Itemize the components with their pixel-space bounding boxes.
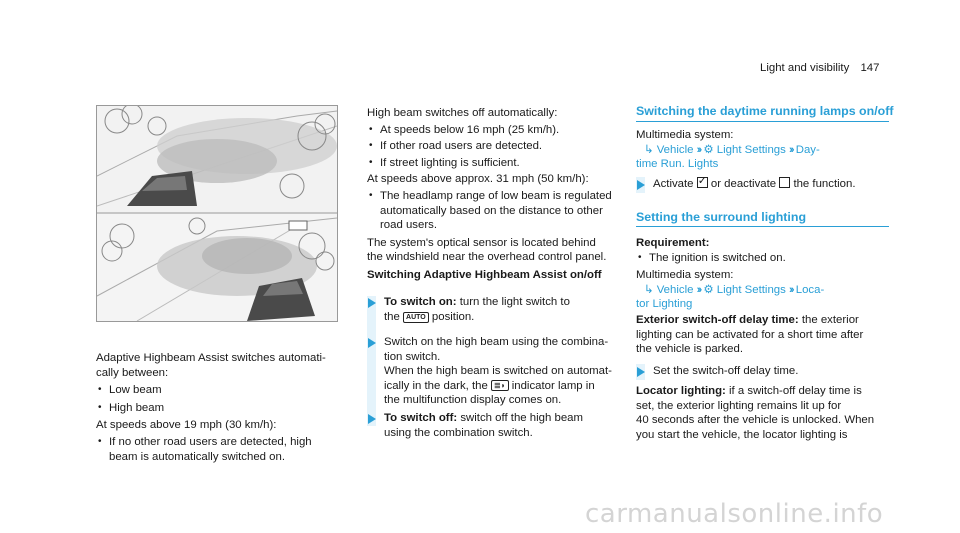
list-item: • The ignition is switched on. <box>636 251 891 266</box>
term-label: Exterior switch-off delay time: <box>636 313 799 326</box>
chevron-double-icon: ›› <box>788 283 793 296</box>
menu-locator-link-cont[interactable]: tor Lighting <box>636 298 693 311</box>
auto-position-icon: AUTO <box>403 312 429 323</box>
step-line: the multifunction display comes on. <box>384 394 562 407</box>
highbeam-illustration <box>96 105 338 322</box>
locator-lighting-text <box>636 384 891 442</box>
step-text: turn the light switch to <box>459 296 570 308</box>
step-text: indicator lamp in <box>511 379 595 392</box>
return-arrow-icon: ↳ <box>644 143 654 156</box>
watermark: carmanualsonline.info <box>585 499 884 529</box>
list-item: • High beam <box>96 401 341 416</box>
caption-line: cally between: <box>96 366 169 379</box>
step-bar <box>367 296 376 426</box>
sensor-line: The system's optical sensor is located behind <box>367 236 596 249</box>
page-number: 147 <box>860 62 880 74</box>
step-text: the function. <box>793 178 856 190</box>
speed-condition: At speeds above 19 mph (30 km/h): <box>96 419 277 432</box>
step-line: Switch on the high beam using the combina- <box>384 336 609 348</box>
step-label: To switch on: <box>384 296 457 308</box>
light-settings-icon: ⚙ <box>703 283 714 296</box>
step-arrow-icon <box>368 298 376 308</box>
step-line: tion switch. <box>384 350 441 363</box>
menu-vehicle-link[interactable]: Vehicle <box>656 143 694 156</box>
menu-light-settings-link[interactable]: Light Settings <box>716 283 786 296</box>
list-item: • If other road users are detected. <box>367 139 625 154</box>
checkbox-unchecked-icon[interactable] <box>779 177 790 188</box>
chevron-double-icon: ›› <box>788 143 793 156</box>
list-item <box>96 435 341 464</box>
menu-daytime-link[interactable]: Day- <box>795 143 820 156</box>
section-title: Light and visibility <box>760 62 850 74</box>
step-text: ically in the dark, the <box>384 379 488 392</box>
step-arrow-icon <box>368 414 376 424</box>
menu-light-settings-link[interactable]: Light Settings <box>716 143 786 156</box>
step-text: or deactivate <box>710 178 777 190</box>
caption-line: Adaptive Highbeam Assist switches automati- <box>96 352 326 364</box>
term-line: set, the exterior lighting remains lit up for <box>636 399 842 412</box>
menu-vehicle-link[interactable]: Vehicle <box>656 283 694 296</box>
list-item-line: beam is automatically switched on. <box>109 450 286 463</box>
step-switch-on <box>384 295 629 324</box>
step-label: To switch off: <box>384 412 458 424</box>
list-item-line: • If no other road users are detected, high <box>109 435 312 448</box>
list-item: • Low beam <box>96 383 341 398</box>
surround-lighting-body <box>636 236 891 357</box>
step-arrow-icon <box>637 180 645 190</box>
column-2 <box>367 106 625 283</box>
list-item: • If street lighting is sufficient. <box>367 156 625 171</box>
section-heading-daytime-lamps: Switching the daytime running lamps on/off <box>636 104 894 118</box>
chevron-double-icon: ›› <box>696 283 701 296</box>
term-label: Locator lighting: <box>636 385 726 397</box>
term-line: you start the vehicle, the locator lighting is <box>636 428 848 441</box>
heading-rule <box>636 121 889 122</box>
term-line: lighting can be activated for a short time after <box>636 328 864 341</box>
traffic-scene-drawing <box>97 106 337 321</box>
term-text: the exterior <box>801 313 859 326</box>
list-item: • At speeds below 16 mph (25 km/h). <box>367 123 625 138</box>
checkbox-checked-icon[interactable] <box>697 177 708 188</box>
delay-step: Set the switch-off delay time. <box>653 365 799 377</box>
caption-block <box>96 351 341 464</box>
intro-text: High beam switches off automatically: <box>367 107 558 119</box>
multimedia-label: Multimedia system: <box>636 129 734 141</box>
list-item-line: automatically based on the distance to other <box>380 204 603 217</box>
term-line: 40 seconds after the vehicle is unlocked. When <box>636 414 875 427</box>
return-arrow-icon: ↳ <box>644 283 654 296</box>
step-arrow-icon <box>637 367 645 377</box>
sensor-text <box>367 236 625 265</box>
daytime-lamps-path <box>636 128 891 172</box>
running-header <box>760 61 879 76</box>
step-switch-high-beam <box>384 335 629 408</box>
menu-locator-link[interactable]: Loca- <box>795 283 825 296</box>
subheading: Switching Adaptive Highbeam Assist on/off <box>367 268 602 281</box>
step-text: the <box>384 310 400 323</box>
multimedia-label: Multimedia system: <box>636 269 734 282</box>
step-text: position. <box>431 310 475 323</box>
step-text: Activate <box>653 178 694 190</box>
sensor-line: the windshield near the overhead control panel. <box>367 251 607 264</box>
section-heading-surround-lighting: Setting the surround lighting <box>636 210 807 224</box>
list-item <box>367 189 625 233</box>
term-text: if a switch-off delay time is <box>729 385 862 397</box>
step-line: using the combination switch. <box>384 426 533 439</box>
daytime-step <box>653 177 856 192</box>
step-arrow-icon <box>368 338 376 348</box>
list-item-line: road users. <box>380 219 437 232</box>
step-text: switch off the high beam <box>460 412 583 424</box>
chevron-double-icon: ›› <box>696 143 701 156</box>
light-settings-icon: ⚙ <box>703 143 714 156</box>
speed-condition: At speeds above approx. 31 mph (50 km/h): <box>367 173 589 186</box>
list-item-line: • The headlamp range of low beam is regulated <box>380 189 612 202</box>
step-line: When the high beam is switched on automat- <box>384 365 612 378</box>
high-beam-indicator-icon: ≣◗ <box>491 380 509 391</box>
requirement-label: Requirement: <box>636 237 710 249</box>
term-line: the vehicle is parked. <box>636 343 744 356</box>
step-switch-off <box>384 411 629 440</box>
heading-rule <box>636 226 889 227</box>
menu-daytime-link-cont[interactable]: time Run. Lights <box>636 158 719 171</box>
